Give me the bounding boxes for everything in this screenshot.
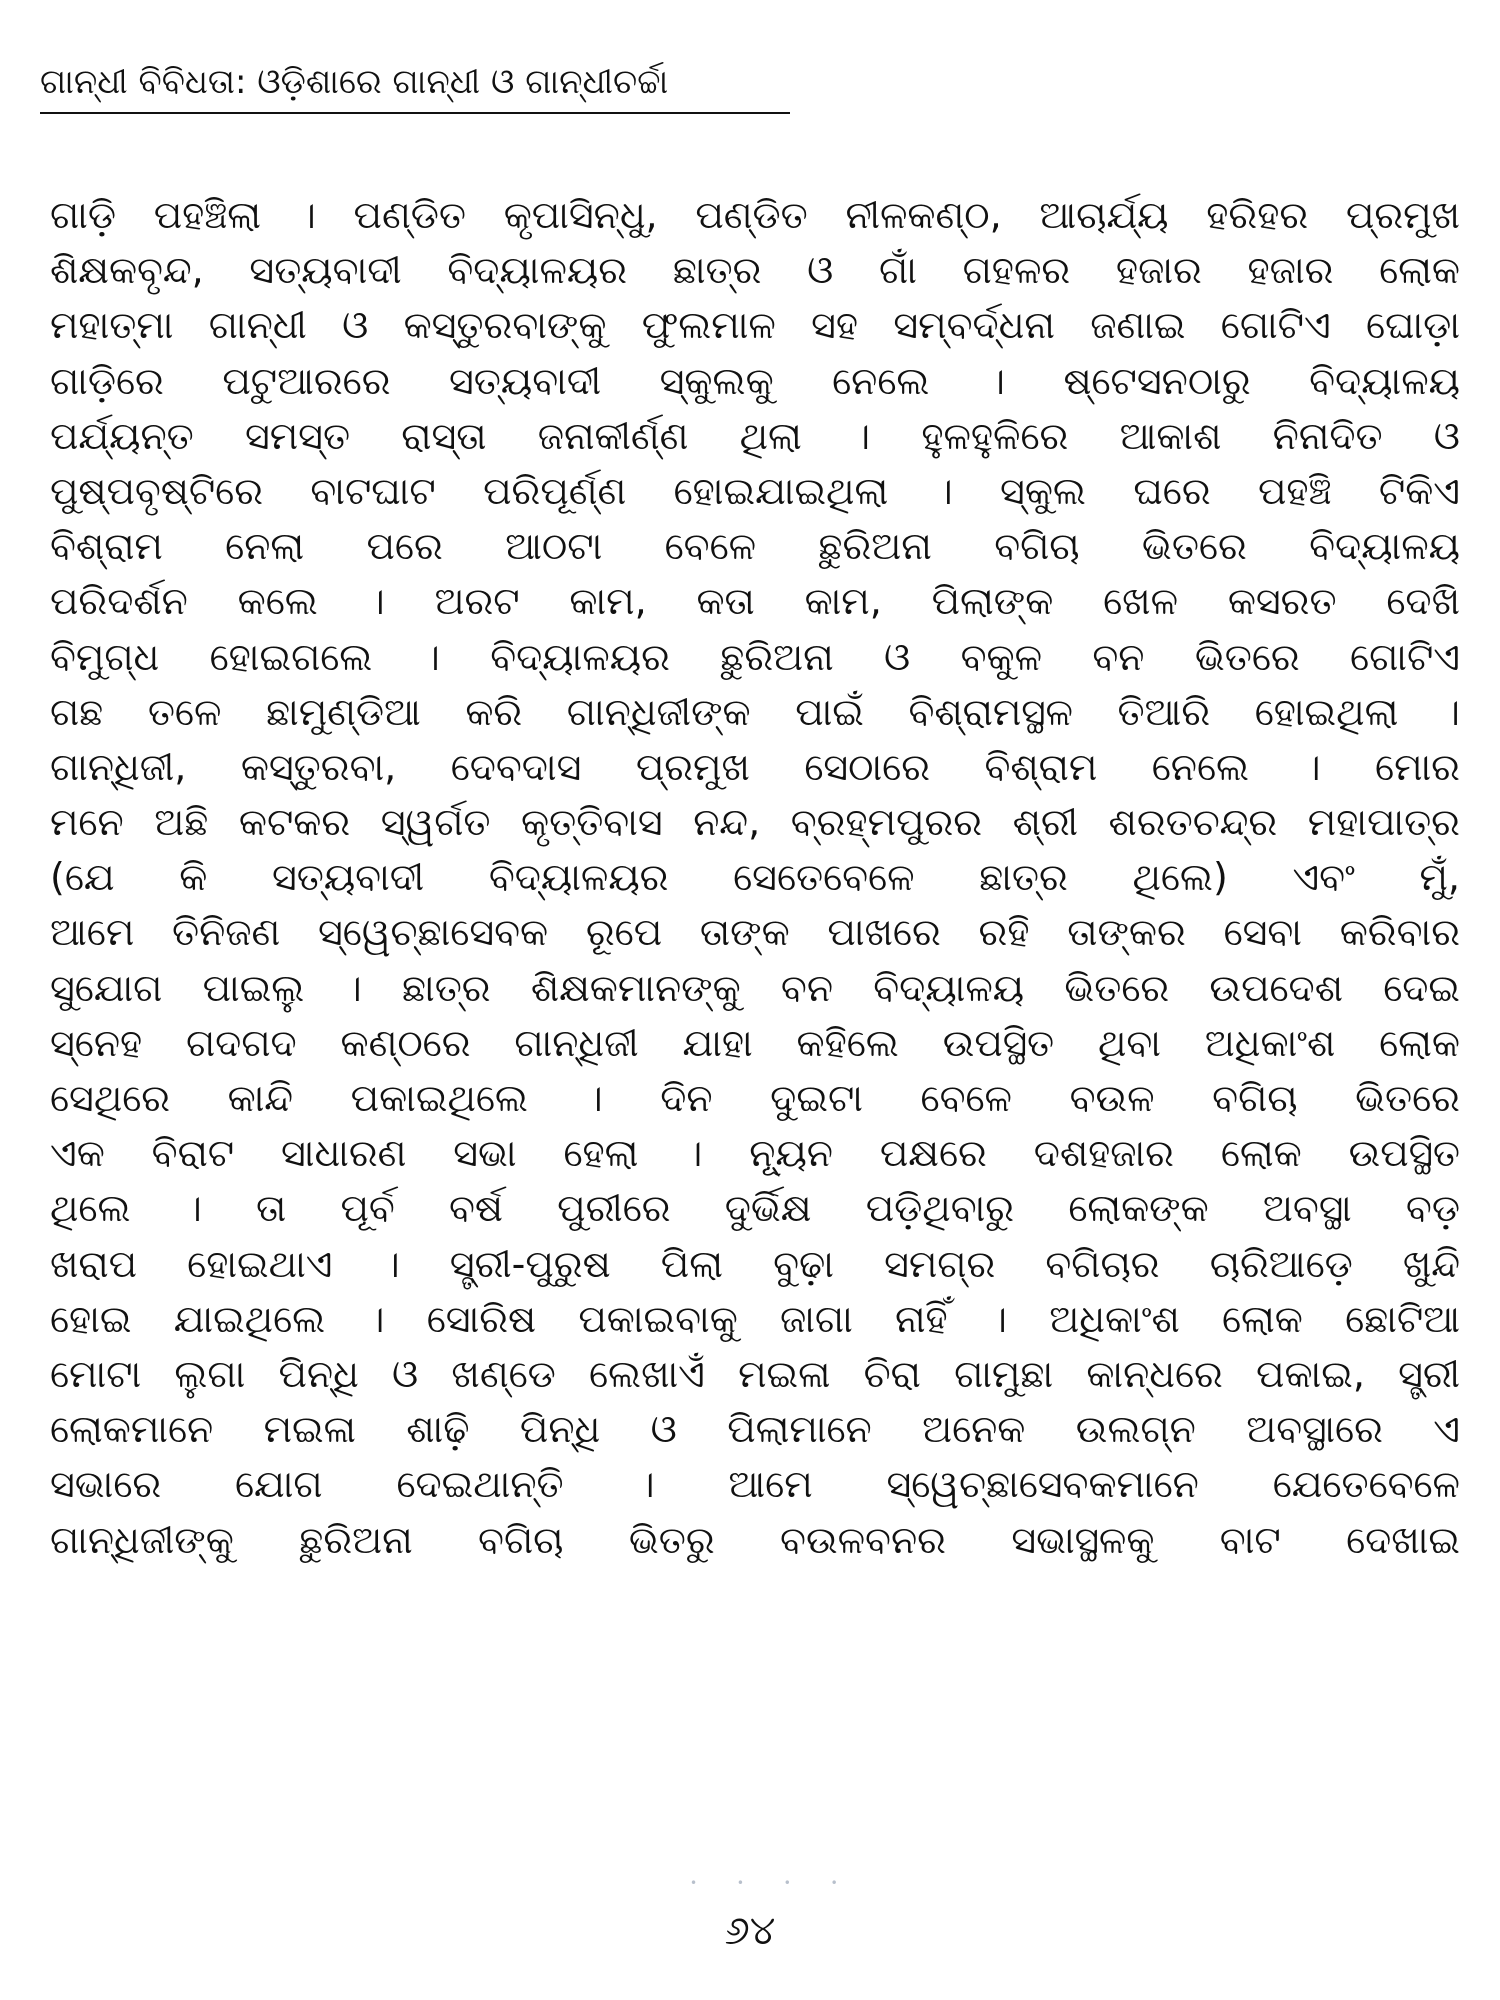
text-line: ଏକ ବିରାଟ ସାଧାରଣ ସଭା ହେଲା । ନ୍ୟୂନ ପକ୍ଷରେ ଦଶହଜାର ଲୋକ ଉପସ୍ଥିତ (50, 1131, 1460, 1176)
text-line: ସଭାରେ ଯୋଗ ଦେଇଥାନ୍ତି । ଆମେ ସ୍ୱେଚ୍ଛାସେବକମାନେ ଯେତେବେଳେ (50, 1462, 1460, 1507)
text-line: ସୁଯୋଗ ପାଇଲୁ । ଛାତ୍ର ଶିକ୍ଷକମାନଙ୍କୁ ବନ ବିଦ୍ୟାଳୟ ଭିତରେ ଉପଦେଶ ଦେଇ (50, 965, 1460, 1010)
text-line: ଗାଡ଼ି ପହଞ୍ଚିଲା । ପଣ୍ଡିତ କୃପାସିନ୍ଧୁ, ପଣ୍ଡିତ ନୀଳକଣ୍ଠ, ଆଚାର୍ଯ୍ୟ ହରିହର ପ୍ରମୁଖ (50, 193, 1460, 237)
text-line: ପର୍ଯ୍ୟନ୍ତ ସମସ୍ତ ରାସ୍ତା ଜନାକୀର୍ଣ୍ଣ ଥିଲା । ହୁଳହୁଳିରେ ଆକାଶ ନିନାଦିତ ଓ (50, 413, 1460, 458)
header-underline (40, 112, 790, 114)
page-number: ୬୪ (724, 1908, 776, 1954)
text-line: ସ୍ନେହ ଗଦଗଦ କଣ୍ଠରେ ଗାନ୍ଧିଜୀ ଯାହା କହିଲେ ଉପସ୍ଥିତ ଥିବା ଅଧିକାଂଶ ଲୋକ (50, 1020, 1460, 1065)
running-header: ଗାନ୍ଧୀ ବିବିଧତା: ଓଡ଼ିଶାରେ ଗାନ୍ଧୀ ଓ ଗାନ୍ଧୀଚର୍ଚ୍ଚା (40, 62, 669, 102)
text-line: ଶିକ୍ଷକବୃନ୍ଦ, ସତ୍ୟବାଦୀ ବିଦ୍ୟାଳୟର ଛାତ୍ର ଓ ଗାଁ ଗହଳର ହଜାର ହଜାର ଲୋକ (50, 248, 1460, 293)
text-line: ଖରାପ ହୋଇଥାଏ । ସ୍ତ୍ରୀ-ପୁରୁଷ ପିଲା ବୁଢ଼ା ସମଗ୍ର ବଗିଚାର ଚାରିଆଡ଼େ ଖୁନ୍ଦି (50, 1241, 1460, 1286)
text-line: ଥିଲେ । ତା ପୂର୍ବ ବର୍ଷ ପୁରୀରେ ଦୁର୍ଭିକ୍ଷ ପଡ଼ିଥିବାରୁ ଲୋକଙ୍କ ଅବସ୍ଥା ବଡ଼ (50, 1186, 1460, 1231)
text-line: ବିଶ୍ରାମ ନେଲା ପରେ ଆଠଟା ବେଳେ ଛୁରିଅନା ବଗିଚା ଭିତରେ ବିଦ୍ୟାଳୟ (50, 524, 1460, 569)
text-line: ସେଥିରେ କାନ୍ଦି ପକାଇଥିଲେ । ଦିନ ଦୁଇଟା ବେଳେ ବଉଳ ବଗିଚା ଭିତରେ (50, 1076, 1460, 1120)
decorative-dots: • • • • (690, 1876, 856, 1890)
text-line: ଗଛ ତଳେ ଛାମୁଣ୍ଡିଆ କରି ଗାନ୍ଧିଜୀଙ୍କ ପାଇଁ ବିଶ୍ରାମସ୍ଥଳ ତିଆରି ହୋଇଥିଲା । (50, 689, 1460, 734)
body-paragraph (50, 188, 1460, 1568)
text-line: ହୋଇ ଯାଇଥିଲେ । ସୋରିଷ ପକାଇବାକୁ ଜାଗା ନାହିଁ । ଅଧିକାଂଶ ଲୋକ ଛୋଟିଆ (50, 1296, 1460, 1341)
text-line: ମହାତ୍ମା ଗାନ୍ଧୀ ଓ କସ୍ତୁରବାଙ୍କୁ ଫୁଲମାଳ ସହ ସମ୍ବର୍ଦ୍ଧନା ଜଣାଇ ଗୋଟିଏ ଘୋଡ଼ା (50, 303, 1460, 348)
text-line: ଗାନ୍ଧିଜୀଙ୍କୁ ଛୁରିଅନା ବଗିଚା ଭିତରୁ ବଉଳବନର ସଭାସ୍ଥଳକୁ ବାଟ ଦେଖାଇ (50, 1517, 1460, 1562)
text-line: ପରିଦର୍ଶନ କଲେ । ଅରଟ କାମ, କତା କାମ, ପିଲାଙ୍କ ଖେଳ କସରତ ଦେଖି (50, 579, 1460, 624)
text-line: ଗାନ୍ଧିଜୀ, କସ୍ତୁରବା, ଦେବଦାସ ପ୍ରମୁଖ ସେଠାରେ ବିଶ୍ରାମ ନେଲେ । ମୋର (50, 744, 1460, 789)
text-line: ମୋଟା ଲୁଗା ପିନ୍ଧି ଓ ଖଣ୍ଡେ ଲେଖାଏଁ ମଇଳା ଚିରା ଗାମୁଛା କାନ୍ଧରେ ପକାଇ, ସ୍ତ୍ରୀ (50, 1351, 1460, 1396)
text-line: ଲୋକମାନେ ମଇଳା ଶାଢ଼ି ପିନ୍ଧି ଓ ପିଲାମାନେ ଅନେକ ଉଲଗ୍ନ ଅବସ୍ଥାରେ ଏ (50, 1407, 1460, 1452)
text-line: ବିମୁଗ୍ଧ ହୋଇଗଲେ । ବିଦ୍ୟାଳୟର ଛୁରିଅନା ଓ ବକୁଳ ବନ ଭିତରେ ଗୋଟିଏ (50, 634, 1460, 679)
text-line: ପୁଷ୍ପବୃଷ୍ଟିରେ ବାଟଘାଟ ପରିପୂର୍ଣ୍ଣ ହୋଇଯାଇଥିଲା । ସ୍କୁଲ ଘରେ ପହଞ୍ଚି ଟିକିଏ (50, 468, 1460, 513)
text-line: ଆମେ ତିନିଜଣ ସ୍ୱେଚ୍ଛାସେବକ ରୂପେ ତାଙ୍କ ପାଖରେ ରହି ତାଙ୍କର ସେବା କରିବାର (50, 910, 1460, 955)
text-line: ଗାଡ଼ିରେ ପଟୁଆରରେ ସତ୍ୟବାଦୀ ସ୍କୁଲକୁ ନେଲେ । ଷ୍ଟେସନଠାରୁ ବିଦ୍ୟାଳୟ (50, 358, 1460, 403)
text-line: (ଯେ କି ସତ୍ୟବାଦୀ ବିଦ୍ୟାଳୟର ସେତେବେଳେ ଛାତ୍ର ଥିଲେ) ଏବଂ ମୁଁ, (50, 855, 1460, 900)
text-line: ମନେ ଅଛି କଟକର ସ୍ୱର୍ଗତ କୃତ୍ତିବାସ ନନ୍ଦ, ବ୍ରହ୍ମପୁରର ଶ୍ରୀ ଶରତଚନ୍ଦ୍ର ମହାପାତ୍ର (50, 800, 1460, 845)
